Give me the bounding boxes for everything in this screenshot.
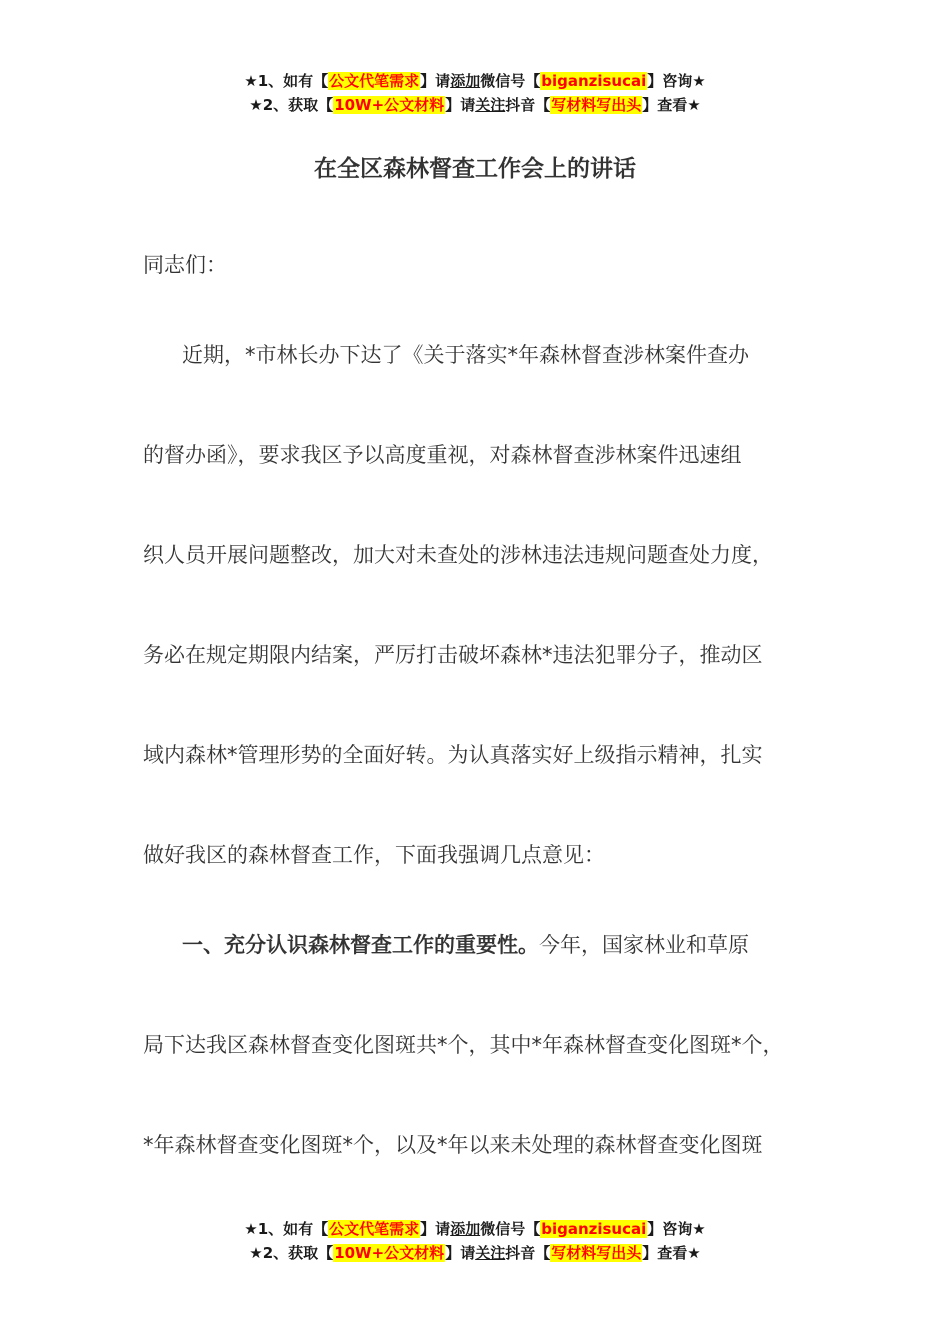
promo-line-2 — [0, 93, 950, 117]
promo-text: 微信号【 — [480, 72, 541, 90]
promo-wechat-id: biganzisucai — [541, 1220, 647, 1238]
promo-text: 】咨询★ — [647, 72, 706, 90]
section-1-text: 今年，国家林业和草原 — [539, 933, 749, 957]
promo-text: ★1、如有【 — [244, 1220, 329, 1238]
paragraph-line: 局下达我区森林督查变化图斑共*个，其中*年森林督查变化图斑*个， — [143, 1033, 784, 1057]
paragraph-line: 织人员开展问题整改，加大对未查处的涉林违法违规问题查处力度， — [143, 543, 773, 567]
promo-text: 微信号【 — [480, 1220, 541, 1238]
paragraph-line: *年森林督查变化图斑*个，以及*年以来未处理的森林督查变化图斑 — [143, 1133, 763, 1157]
section-1-heading: 一、充分认识森林督查工作的重要性。 — [182, 933, 539, 957]
section-1-first-line — [182, 930, 749, 960]
paragraph-line: 做好我区的森林督查工作，下面我强调几点意见： — [143, 843, 605, 867]
promo-text: 】请 — [420, 1220, 451, 1238]
promo-line-2 — [0, 1241, 950, 1265]
promo-highlight: 10W+公文材料 — [334, 1244, 445, 1262]
promo-text: 】咨询★ — [647, 1220, 706, 1238]
promo-douyin-id: 写材料写出头 — [551, 96, 642, 114]
promo-underlined: 添加 — [450, 1220, 481, 1238]
promo-banner-bottom — [0, 1217, 950, 1265]
promo-banner-top — [0, 69, 950, 117]
paragraph-line: 务必在规定期限内结案，严厉打击破坏森林*违法犯罪分子，推动区 — [143, 643, 763, 667]
promo-underlined: 添加 — [450, 72, 481, 90]
promo-text: ★2、获取【 — [249, 96, 334, 114]
salutation: 同志们： — [143, 253, 227, 277]
promo-text: 】请 — [445, 1244, 476, 1262]
promo-line-1 — [0, 69, 950, 93]
promo-highlight: 公文代笔需求 — [329, 72, 420, 90]
promo-text: ★1、如有【 — [244, 72, 329, 90]
promo-text: 】请 — [445, 96, 476, 114]
promo-douyin-id: 写材料写出头 — [551, 1244, 642, 1262]
promo-line-1 — [0, 1217, 950, 1241]
promo-text: 】查看★ — [642, 1244, 701, 1262]
promo-text: 】请 — [420, 72, 451, 90]
promo-underlined: 关注 — [475, 1244, 506, 1262]
document-title: 在全区森林督查工作会上的讲话 — [314, 156, 636, 182]
promo-highlight: 公文代笔需求 — [329, 1220, 420, 1238]
promo-highlight: 10W+公文材料 — [334, 96, 445, 114]
promo-text: 抖音【 — [505, 1244, 551, 1262]
promo-text: 抖音【 — [505, 96, 551, 114]
promo-text: 】查看★ — [642, 96, 701, 114]
paragraph-line: 的督办函》，要求我区予以高度重视，对森林督查涉林案件迅速组 — [143, 443, 742, 467]
paragraph-line: 近期，*市林长办下达了《关于落实*年森林督查涉林案件查办 — [182, 343, 749, 367]
promo-text: ★2、获取【 — [249, 1244, 334, 1262]
promo-wechat-id: biganzisucai — [541, 72, 647, 90]
paragraph-line: 域内森林*管理形势的全面好转。为认真落实好上级指示精神，扎实 — [143, 743, 763, 767]
promo-underlined: 关注 — [475, 96, 506, 114]
